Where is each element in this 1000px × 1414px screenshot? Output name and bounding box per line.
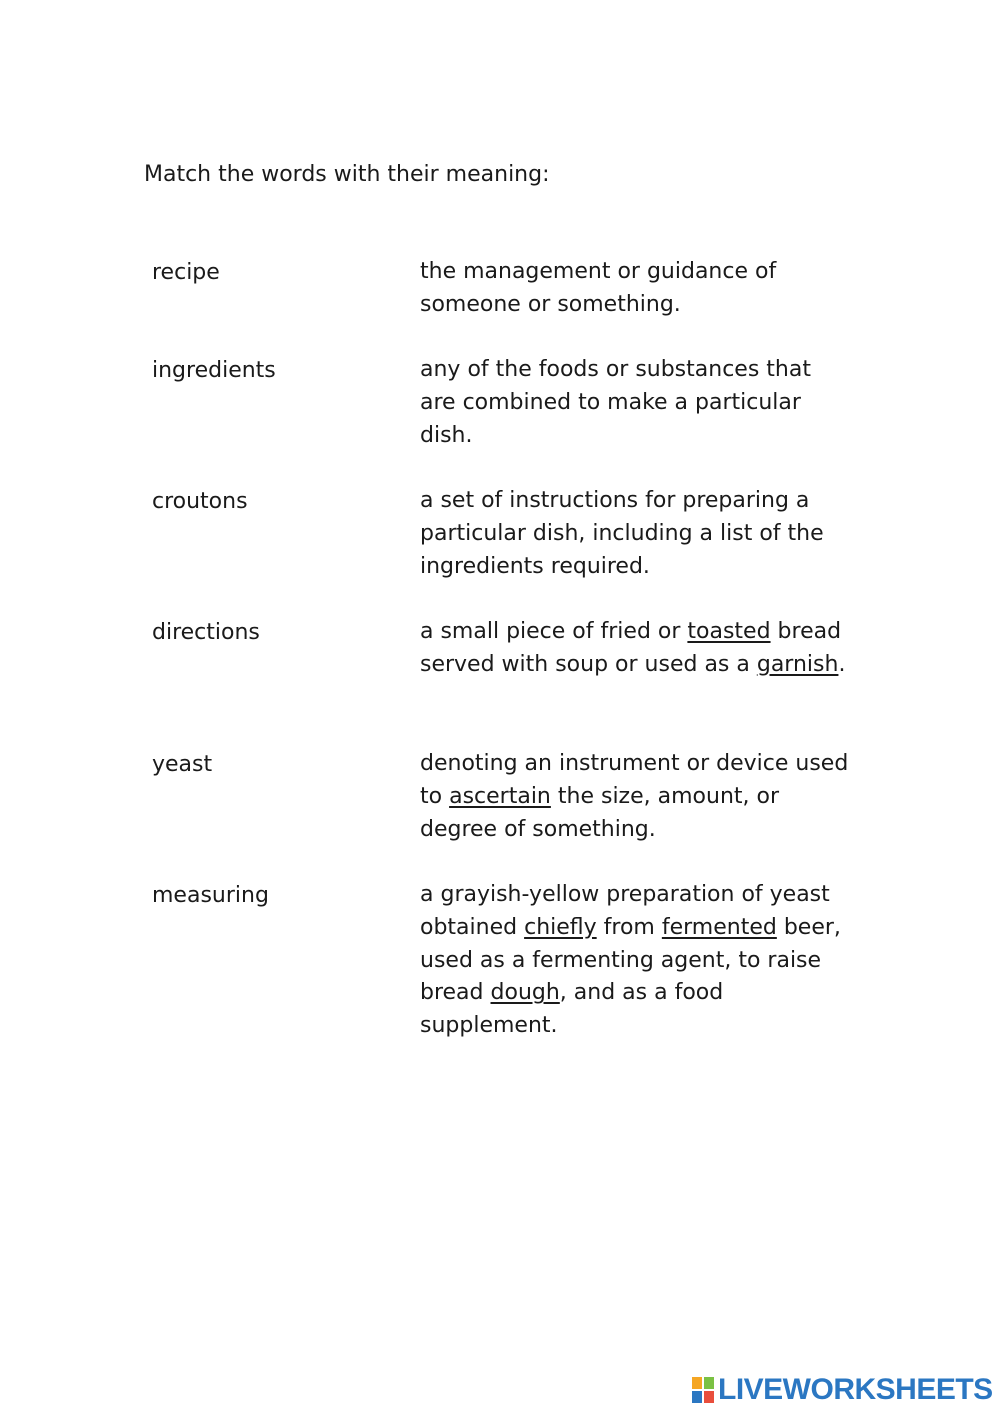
word-meaning: [420, 256, 860, 322]
underlined-term: toasted: [687, 619, 771, 644]
word-meaning: [420, 616, 860, 682]
meaning-line: [420, 748, 860, 781]
meaning-line: [420, 781, 860, 814]
meaning-text: served with soup or used as a: [420, 651, 757, 677]
word-meaning: [420, 879, 860, 1043]
meaning-text: beer,: [776, 914, 841, 940]
liveworksheets-logo: [692, 1373, 993, 1407]
meaning-text: obtained: [420, 914, 525, 940]
underlined-term: dough: [490, 980, 560, 1006]
meaning-text: , and as a food: [559, 980, 724, 1006]
meaning-line: [420, 1010, 860, 1043]
meaning-text: someone or something.: [420, 291, 681, 317]
meaning-line: [420, 649, 860, 682]
word-meaning: [420, 485, 860, 583]
logo-block-2: [704, 1377, 714, 1389]
meaning-text: .: [838, 651, 846, 677]
word-term: ingredients: [152, 358, 276, 383]
logo-block-4: [704, 1391, 714, 1403]
meaning-line: [420, 616, 860, 649]
meaning-line: [420, 256, 860, 289]
liveworksheets-logo-icon: [692, 1377, 714, 1403]
word-term: yeast: [152, 752, 213, 777]
meaning-line: [420, 912, 860, 945]
meaning-text: supplement.: [420, 1013, 558, 1039]
meaning-line: [420, 420, 860, 453]
meaning-text: degree of something.: [420, 816, 656, 842]
word-term: croutons: [152, 489, 248, 514]
meaning-text: a small piece of fried or: [420, 619, 688, 644]
logo-block-3: [692, 1391, 702, 1403]
meaning-text: used as a fermenting agent, to raise: [420, 947, 822, 973]
meaning-line: [420, 814, 860, 847]
meaning-text: bread: [420, 980, 491, 1006]
meaning-line: [420, 551, 860, 584]
meaning-text: particular dish, including a list of the: [420, 520, 824, 546]
underlined-term: ascertain: [449, 783, 551, 809]
word-term: directions: [152, 620, 260, 645]
meaning-text: from: [596, 914, 662, 940]
meaning-text: a grayish-yellow preparation of yeast: [420, 882, 830, 907]
meaning-line: [420, 977, 860, 1010]
word-term: measuring: [152, 883, 269, 908]
word-term: recipe: [152, 260, 220, 285]
underlined-term: chiefly: [524, 914, 597, 940]
meaning-text: bread: [770, 619, 842, 644]
meaning-text: to: [420, 783, 450, 809]
meaning-line: [420, 387, 860, 420]
word-meaning: [420, 748, 860, 846]
meaning-line: [420, 485, 860, 518]
meaning-text: are combined to make a particular: [420, 389, 801, 415]
meaning-line: [420, 518, 860, 551]
logo-block-1: [692, 1377, 702, 1389]
word-meaning: [420, 354, 860, 452]
meaning-text: denoting an instrument or device used: [420, 751, 849, 776]
meaning-text: the management or guidance of: [420, 259, 777, 284]
underlined-term: garnish: [756, 651, 839, 677]
meaning-line: [420, 354, 860, 387]
meaning-line: [420, 289, 860, 322]
logo-text: LIVEWORKSHEETS: [718, 1373, 993, 1406]
meaning-text: a set of instructions for preparing a: [420, 488, 810, 513]
underlined-term: fermented: [661, 914, 777, 940]
meaning-line: [420, 879, 860, 912]
meaning-text: ingredients required.: [420, 553, 650, 579]
meaning-text: any of the foods or substances that: [420, 357, 811, 382]
page-title: Match the words with their meaning:: [144, 162, 550, 187]
meaning-text: the size, amount, or: [550, 783, 780, 809]
meaning-line: [420, 945, 860, 978]
meaning-text: dish.: [420, 422, 473, 448]
